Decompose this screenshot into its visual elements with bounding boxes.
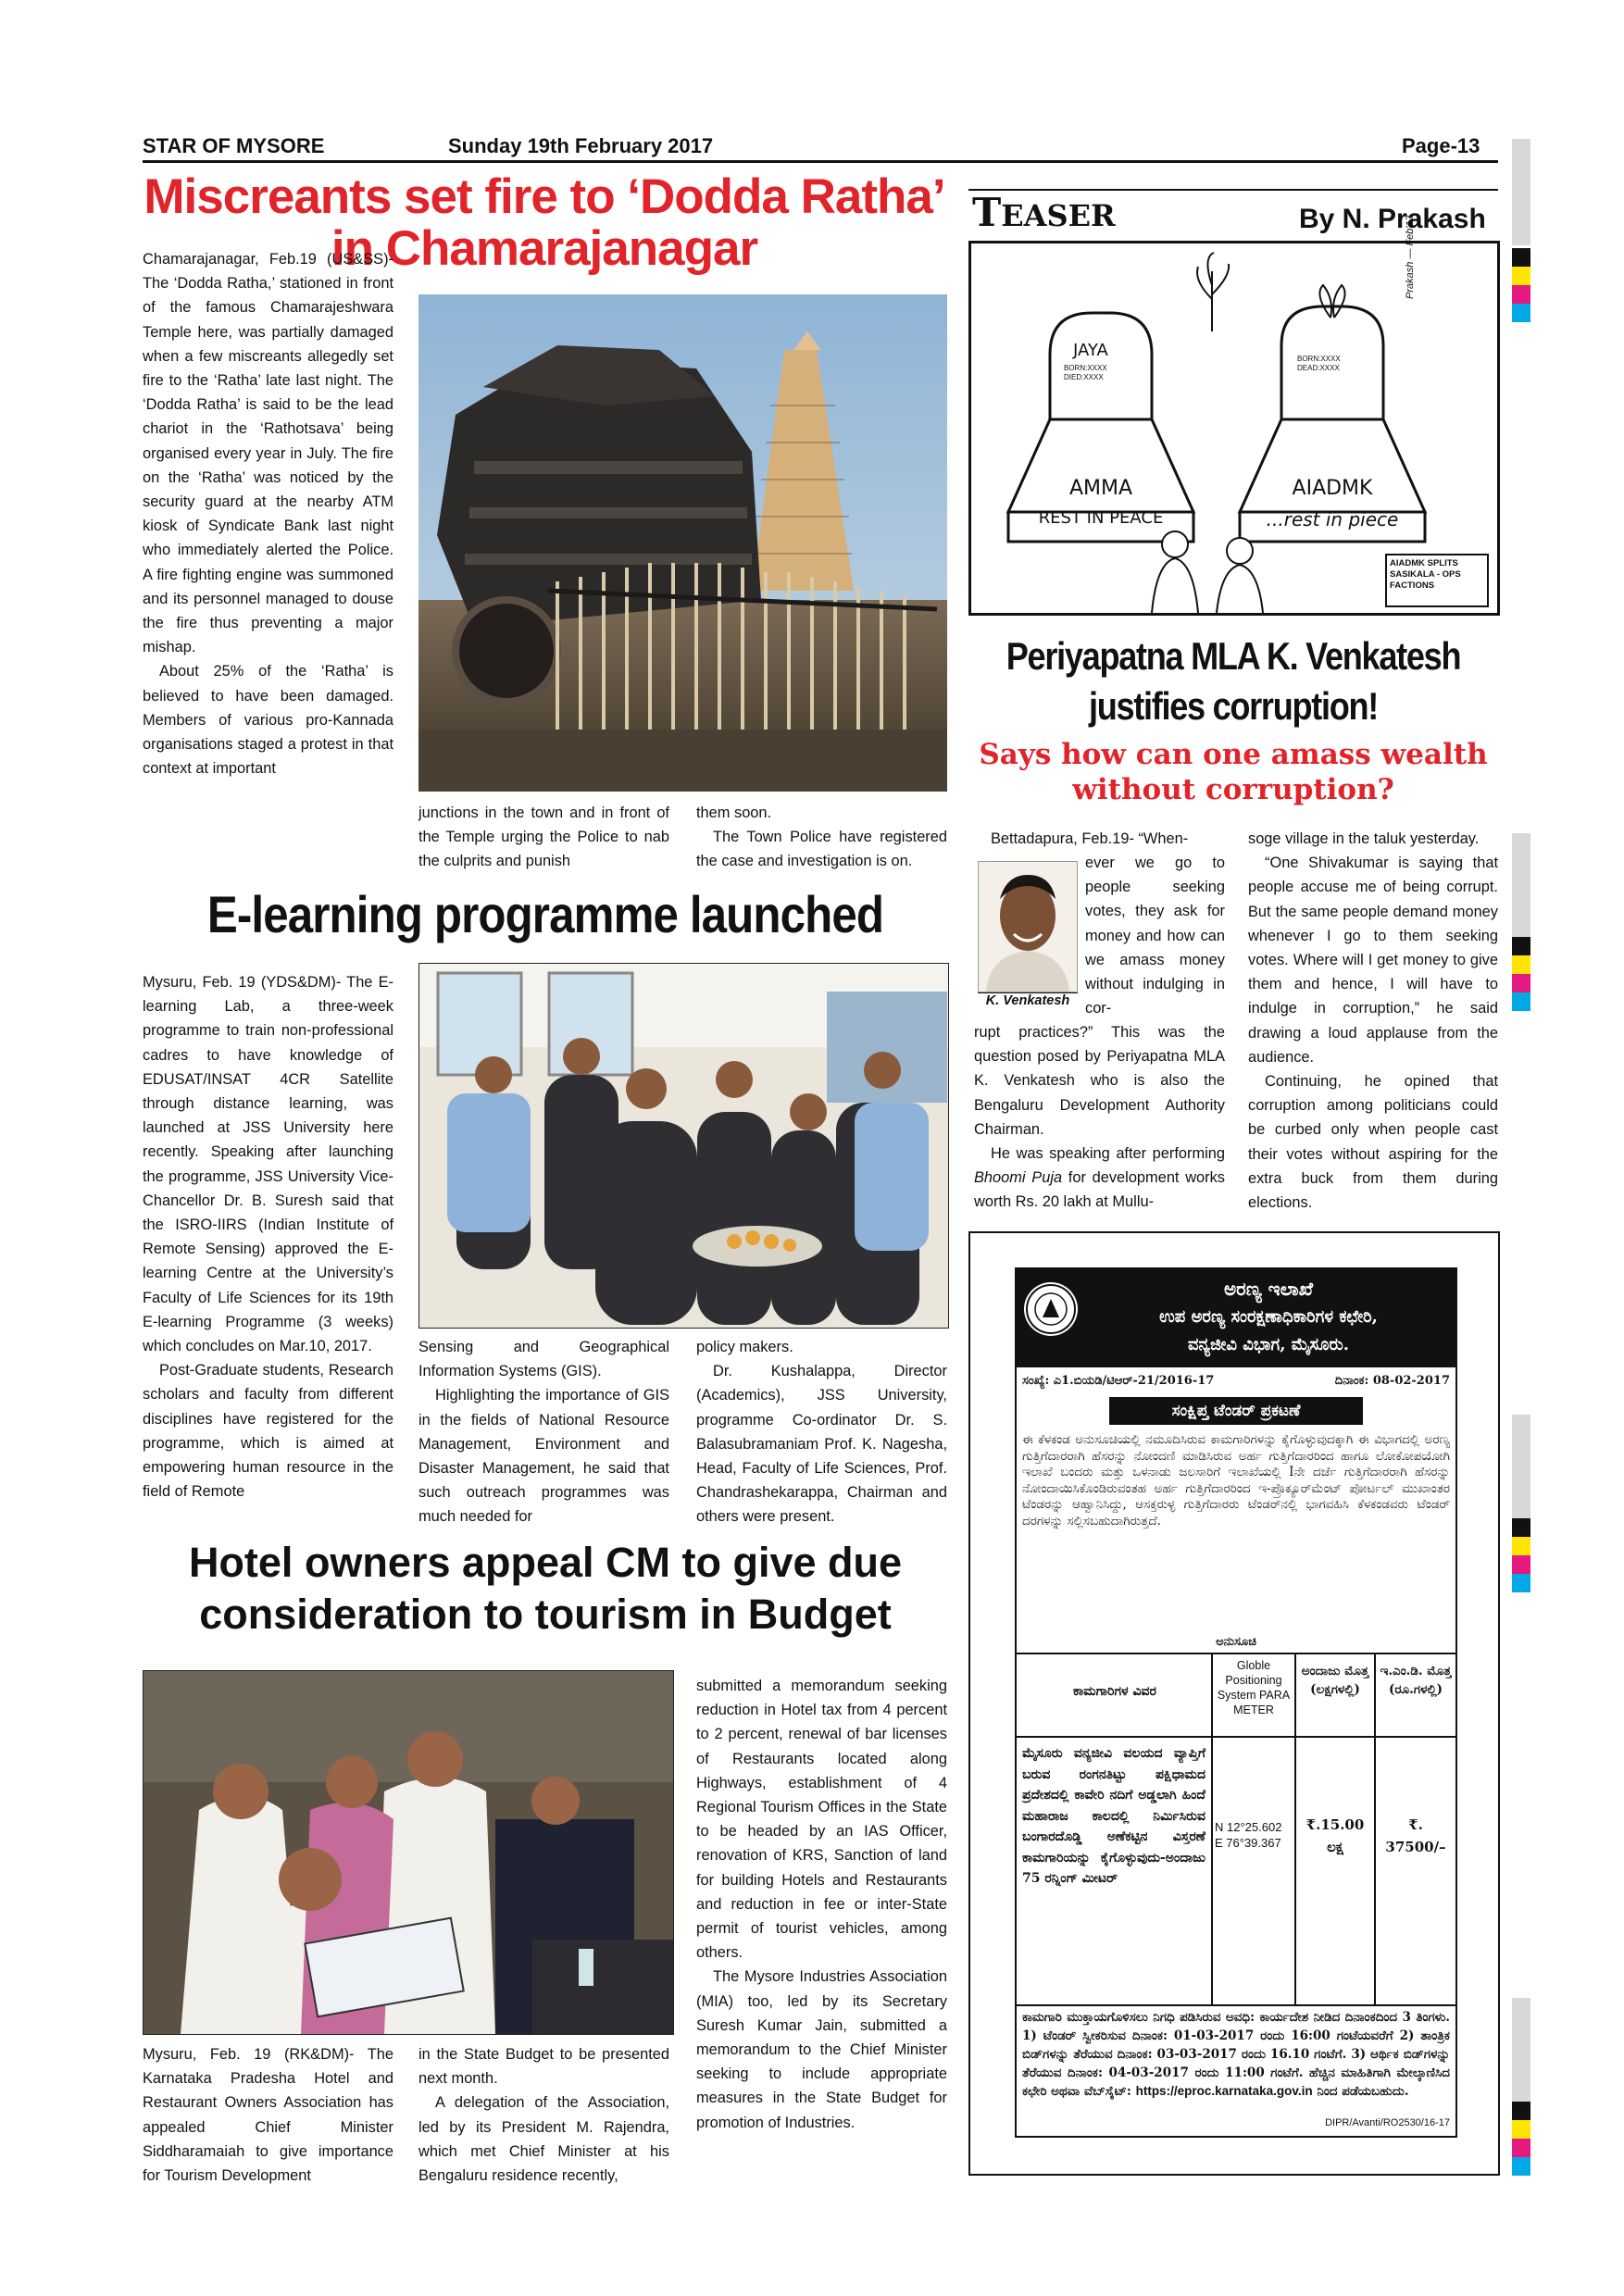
ratha-para: About 25% of the ‘Ratha’ is believed to have been damaged. Members of various pro-Kannada organisations staged a protest in that context at important <box>143 663 394 778</box>
tender-ref-date: ದಿನಾಂಕ: 08-02-2017 <box>1334 1374 1450 1388</box>
elearning-col1 <box>143 970 394 1504</box>
hotel-para: Mysuru, Feb. 19 (RK&DM)- The Karnataka Pradesha Hotel and Restaurant Owners Association has appealed Chief Minister Siddharamaiah to give importance for Tourism Development <box>143 2046 394 2185</box>
venkatesh-headline <box>1006 631 1461 731</box>
venkatesh-photo <box>978 861 1078 992</box>
elearning-para: Mysuru, Feb. 19 (YDS&DM)- The E-learning Lab, a three-week programme to train non-professional cadres to have knowledge of EDUSAT/INSAT 4CR Satellite through distance learning, was launched at JSS University here recently. Speaking after launching the programme, JSS University Vice-Chancellor Dr. B. Suresh said that the ISRO-IIRS (Indian Institute of Remote Sensing) approved the E-learning Centre at the University’s Faculty of Life Sciences for its 19th E-learning Programme (3 weeks) which concludes on Mar.10, 2017. <box>143 974 394 1355</box>
hotel-photo-art <box>144 1671 673 2034</box>
color-bar-cyan <box>1512 1574 1530 1592</box>
teaser-label <box>972 190 1116 236</box>
color-bar-cyan <box>1512 304 1530 322</box>
teaser-rule <box>968 189 1498 191</box>
tender-schedule-label: ಅನುಸೂಚಿ <box>1216 1635 1256 1649</box>
elearning-photo-art <box>419 964 948 1328</box>
tender-row-gps: N 12°25.602 E 76°39.367 <box>1215 1820 1282 1850</box>
venkatesh-photo-caption: K. Venkatesh <box>978 992 1078 1008</box>
color-bar-yellow <box>1512 2120 1530 2139</box>
color-bar-magenta <box>1512 2139 1530 2157</box>
ratha-headline-line2: in Chamarajanagar <box>331 221 758 276</box>
hotel-para: submitted a memorandum seeking reduction in Hotel tax from 4 percent to 2 percent, renewal of bar licenses of Restaurants located along Highways, establishment of 4 Regional Tourism Offices in the State to be headed by an IAS Officer, renovation of KRS, Sanction of land for building Hotels and Restaurants and reduction in fee or inter-State permit of tourist vehicles, among others. <box>696 1678 947 1962</box>
elearning-headline: E-learning programme launched <box>206 885 884 943</box>
elearning-para: Sensing and Geographical Information Systems (GIS). <box>418 1339 669 1380</box>
venkatesh-para: rupt practices?” This was the question posed by Periyapatna MLA K. Venkatesh who is also the Bengaluru Development Authority Chairman. <box>974 1024 1225 1138</box>
ratha-photo-art <box>418 294 947 792</box>
tender-dipr-code: DIPR/Avanti/RO2530/16-17 <box>1325 2117 1450 2128</box>
ratha-para: Chamarajanagar, Feb.19 (US&SS)- The ‘Dodda Ratha,’ stationed in front of the famous Chamarajeshwara Temple here, was partially damaged when a few miscreants allegedly set fire to the ‘Ratha’ late last night. The ‘Dodda Ratha’ is said to be the lead chariot in the ‘Rathotsava’ being organised every year in July. The fire on the ‘Ratha’ was noticed by the security guard at the nearby ATM kiosk of Syndicate Bank last night who immediately alerted the Police. A fire fighting engine was summoned and its personnel managed to douse the fire thus preventing a major mishap. <box>143 251 394 656</box>
ratha-para: them soon. <box>696 805 772 821</box>
govt-emblem-icon <box>1024 1282 1078 1336</box>
venkatesh-col2 <box>1248 827 1498 1215</box>
grey-strip <box>1512 833 1530 937</box>
elearning-col3 <box>696 1335 947 1529</box>
masthead-rule <box>143 160 1498 163</box>
tender-ad-header <box>1017 1269 1455 1367</box>
paper-name: STAR OF MYSORE <box>143 134 325 157</box>
elearning-photo <box>418 963 949 1329</box>
emblem-art <box>1024 1282 1078 1336</box>
ratha-col2 <box>418 801 669 874</box>
color-bar-yellow <box>1512 955 1530 974</box>
color-bar-yellow <box>1512 1537 1530 1555</box>
tender-col-header-emd: ಇ.ಎಂ.ಡಿ. ಮೊತ್ತ (ರೂ.ಗಳಲ್ಲಿ) <box>1380 1664 1452 1697</box>
stone2-base-line2: ...rest in piece <box>1266 508 1399 530</box>
venkatesh-portrait <box>979 862 1077 992</box>
tender-table <box>1017 1653 1455 2006</box>
tender-dept: ಅರಣ್ಯ ಇಲಾಖೆ <box>1223 1278 1314 1300</box>
hotel-col2 <box>418 2042 669 2188</box>
venkatesh-headline-line1: Periyapatna MLA K. Venkatesh <box>1006 634 1461 678</box>
tender-ref-no: ಸಂಖ್ಯೆ: ಎ1.ಬಿಯಡಿ/ಟಿಆರ್-21/2016-17 <box>1022 1374 1215 1388</box>
venkatesh-para: ever we go to people seeking votes, they ask for money and how can we amass money without indulging in cor- <box>1085 855 1225 1017</box>
venkatesh-subhead: Says how can one amass wealth without corruption? <box>979 738 1488 806</box>
stone1-base-line1: AMMA <box>1068 477 1133 500</box>
stone1-name: JAYA <box>1073 341 1108 360</box>
hotel-headline-line2: consideration to tourism in Budget <box>199 1591 892 1638</box>
ratha-photo <box>418 294 947 792</box>
teaser-label-rest: EASER <box>1001 198 1116 233</box>
tender-footer <box>1022 2008 1450 2101</box>
tender-footer-url[interactable]: https://eproc.karnataka.gov.in <box>1135 2084 1313 2098</box>
hotel-col1 <box>143 2042 394 2188</box>
stone2-dates: BORN:XXXX DEAD:XXXX <box>1297 355 1341 372</box>
venkatesh-para: Continuing, he opined that corruption among politicians could be curbed only when people cast their votes without aspiring for the extra buck from them during elections. <box>1248 1073 1498 1212</box>
venkatesh-col1-wrap <box>1085 851 1225 1020</box>
elearning-para: Dr. Kushalappa, Director (Academics), JSS University, programme Co-ordinator Dr. S. Balasubramaniam Prof. K. Nagesha, Head, Faculty of Life Sciences, Prof. Chandrashekarappa, Chairman and others were present. <box>696 1363 947 1526</box>
venkatesh-para: soge village in the taluk yesterday. <box>1248 830 1480 847</box>
elearning-para: Post-Graduate students, Research scholars and faculty from different disciplines have registered for the programme, which is aimed at empowering human resource in the field of Remote <box>143 1362 394 1501</box>
stone2-base-line1: AIADMK <box>1292 477 1373 500</box>
elearning-col2 <box>418 1335 669 1529</box>
tender-footer-text: ಕಾಮಗಾರಿ ಮುಕ್ತಾಯಗೊಳಿಸಲು ನಿಗಧಿ ಪಡಿಸಿರುವ ಅವಧಿ: ಕಾರ್ಯದೇಶ ನೀಡಿದ ದಿನಾಂಕದಿಂದ 3 ತಿಂಗಳು. 1) ಟೆಂಡರ್ ಸ್ವೀಕರಿಸುವ ದಿನಾಂಕ: 01-03-2017 ರಂದು 16:00 ಗಂಟೆಯವರೆಗೆ 2) ತಾಂತ್ರಿಕ ಬಿಡ್‌ಗಳನ್ನು ತೆರೆಯುವ ದಿನಾಂಕ: 03-03-2017 ರಂದು 16.10 ಗಂಟೆಗೆ. 3) ಆರ್ಥಿಕ ಬಿಡ್‌ಗಳನ್ನು ತೆರೆಯುವ ದಿನಾಂಕ: 04-03-2017 ರಂದು 11:00 ಗಂಟೆಗೆ. ಹೆಚ್ಚಿನ ಮಾಹಿತಿಗಾಗಿ ಮೇಲ್ಕಾಣಿಸಿದ ಕಛೇರಿ ಅಥವಾ ವೆಬ್‌ಸೈಟ್: <box>1022 2010 1450 2099</box>
tender-footer-tail: ನಿಂದ ಪಡೆಯಬಹುದು. <box>1312 2084 1409 2099</box>
tender-col-header-amount: ಅಂದಾಜು ಮೊತ್ತ (ಲಕ್ಷಗಳಲ್ಲಿ) <box>1301 1664 1369 1697</box>
color-bar-cyan <box>1512 2157 1530 2176</box>
tender-row-amount: ₹.15.00 ಲಕ್ಷ <box>1305 1816 1365 1855</box>
venkatesh-headline-line2: justifies corruption! <box>1088 684 1379 728</box>
hotel-col3 <box>696 1674 947 2135</box>
issue-date: Sunday 19th February 2017 <box>448 134 714 157</box>
ratha-para: junctions in the town and in front of the Temple urging the Police to nab the culprits and punish <box>418 805 669 870</box>
hotel-headline <box>130 1537 961 1641</box>
page-number: Page-13 <box>1402 134 1480 157</box>
hotel-para: in the State Budget to be presented next month. <box>418 2046 669 2088</box>
venkatesh-bhoomi-puja: Bhoomi Puja <box>974 1169 1063 1187</box>
hotel-para: A delegation of the Association, led by its President M. Rajendra, which met Chief Minister at his Bengaluru residence recently, <box>418 2094 669 2185</box>
venkatesh-col1 <box>974 827 1225 851</box>
tender-title: ಸಂಕ್ಷಿಪ್ತ ಟೆಂಡರ್ ಪ್ರಕಟಣೆ <box>1109 1397 1363 1425</box>
venkatesh-para: “One Shivakumar is saying that people accuse me of being corrupt. But the same people demand money whenever I go to them seeking votes. Where will I get money to give them and hence, I will have to indulge in corruption,” he said drawing a loud applause from the audience. <box>1248 855 1498 1066</box>
color-bar-black <box>1512 937 1530 955</box>
cartoon-newspaper-text: AIADMK SPLITS SASIKALA - OPS FACTIONS <box>1390 558 1461 591</box>
teaser-label-initial: T <box>972 190 1002 235</box>
tender-row-emd: ₹. 37500/– <box>1385 1816 1446 1855</box>
hotel-photo <box>143 1670 674 2035</box>
color-bar-cyan <box>1512 992 1530 1011</box>
tender-col-header-gps: Globle Positioning System PARA METER <box>1217 1659 1291 1716</box>
venkatesh-para-lead: He was speaking after performing <box>991 1145 1225 1163</box>
tender-col-header-work: ಕಾಮಗಾರಿಗಳ ವಿವರ <box>1073 1684 1156 1699</box>
venkatesh-para-tail: for development works worth Rs. 20 lakh at Mullu- <box>974 1169 1225 1211</box>
tender-row-work: ಮೈಸೂರು ವನ್ಯಜೀವಿ ವಲಯದ ವ್ಯಾಪ್ತಿಗೆ ಬರುವ ರಂಗನತಿಟ್ಟು ಪಕ್ಷಿಧಾಮದ ಪ್ರದೇಶದಲ್ಲಿ ಕಾವೇರಿ ನದಿಗೆ ಅಡ್ಡಲಾಗಿ ಹಿಂದೆ ಮಹಾರಾಜ ಕಾಲದಲ್ಲಿ ನಿರ್ಮಿಸಿರುವ ಬಂಗಾರದೊಡ್ಡಿ ಅಣೆಕಟ್ಟಿನ ವಿಸ್ತರಣೆ ಕಾಮಗಾರಿಯನ್ನು ಕೈಗೊಳ್ಳುವುದು-ಅಂದಾಜು 75 ರನ್ನಿಂಗ್ ಮೀಟರ್ <box>1022 1746 1206 1886</box>
grey-strip <box>1512 1415 1530 1518</box>
color-bar-black <box>1512 1518 1530 1537</box>
tender-division: ವನ್ಯಜೀವಿ ವಿಭಾಗ, ಮೈಸೂರು. <box>1188 1335 1349 1354</box>
ratha-col1 <box>143 247 394 780</box>
color-bar-magenta <box>1512 285 1530 304</box>
tender-intro: ಈ ಕೆಳಕಂಡ ಅನುಸೂಚಿಯಲ್ಲಿ ನಮೂದಿಸಿರುವ ಕಾಮಗಾರಿಗಳನ್ನು ಕೈಗೊಳ್ಳುವುದಕ್ಕಾಗಿ ಈ ವಿಭಾಗದಲ್ಲಿ ಅರಣ್ಯ ಗುತ್ತಿಗೆದಾರರಾಗಿ ಹೆಸರನ್ನು ನೋಂದಣಿ ಮಾಡಿಸಿರುವ ಅರ್ಹ ಗುತ್ತಿಗೆದಾರರಿಂದ ಹಾಗೂ ಲೋಕೋಪಯೋಗಿ ಇಲಾಖೆ ಬಂದರು ಮತ್ತು ಒಳನಾಡು ಜಲಸಾರಿಗೆ ಇಲಾಖೆಯಲ್ಲಿ Iನೇ ದರ್ಜೆ ಗುತ್ತಿಗೆದಾರರಾಗಿ ಹೆಸರನ್ನು ನೋಂದಾಯಿಸಿಕೊಂಡಿರುವಂತಹ ಅರ್ಹ ಗುತ್ತಿಗೆದಾರರಿಂದ ಇ-ಪ್ರೊಕ್ಯೂರ್‌ಮೆಂಟ್ ಪೋರ್ಟಲ್ ಮುಖಾಂತರ ಟೆಂಡರನ್ನು ಆಹ್ವಾನಿಸಿದ್ದು, ಆಸಕ್ತರುಳ್ಳ ಗುತ್ತಿಗೆದಾರರು ಟೆಂಡರ್‌ನಲ್ಲಿ ಭಾಗವಹಿಸಿ ಕೆಳಕಂಡವರು ಟೆಂಡರ್ ದರಗಳನ್ನು ಸಲ್ಲಿಸಬಹುದಾಗಿರುತ್ತದೆ. <box>1022 1432 1450 1529</box>
color-bar-magenta <box>1512 1555 1530 1574</box>
cartoonist-signature: Prakash — Feb'17 <box>1405 215 1416 299</box>
ratha-col3 <box>696 801 947 874</box>
color-bar-yellow <box>1512 267 1530 285</box>
ratha-para: The Town Police have registered the case and investigation is on. <box>696 829 947 870</box>
elearning-para: policy makers. <box>696 1339 793 1355</box>
color-bar-black <box>1512 2102 1530 2120</box>
tender-office: ಉಪ ಅರಣ್ಯ ಸಂರಕ್ಷಣಾಧಿಕಾರಿಗಳ ಕಛೇರಿ, <box>1159 1307 1378 1327</box>
ratha-headline-line1: Miscreants set fire to ‘Dodda Ratha’ <box>144 169 945 224</box>
venkatesh-dateline: Bettadapura, Feb.19- “When- <box>991 830 1189 847</box>
grey-strip <box>1512 1998 1530 2102</box>
stone1-base-line2: REST IN PEACE <box>1038 508 1164 528</box>
grey-strip <box>1512 139 1530 245</box>
color-bar-magenta <box>1512 974 1530 992</box>
color-bar-black <box>1512 248 1530 267</box>
teaser-byline: By N. Prakash <box>1299 204 1486 234</box>
stone1-dates: BORN:XXXX DIED:XXXX <box>1064 364 1107 381</box>
venkatesh-para <box>974 1142 1225 1215</box>
hotel-headline-line1: Hotel owners appeal CM to give due <box>188 1539 903 1586</box>
venkatesh-col1-rest <box>974 1020 1225 1215</box>
elearning-para: Highlighting the importance of GIS in the fields of National Resource Management, Environment and Disaster Management, he said that such outreach programmes was much needed for <box>418 1387 669 1526</box>
tender-ad-frame <box>968 1231 1500 2176</box>
hotel-para: The Mysore Industries Association (MIA) too, led by its Secretary Suresh Kumar Jain, submitted a memorandum to the Chief Minister seeking to include appropriate measures in the State Budget for promotion of Industries. <box>696 1968 947 2131</box>
tender-ad <box>1015 1267 1457 2138</box>
